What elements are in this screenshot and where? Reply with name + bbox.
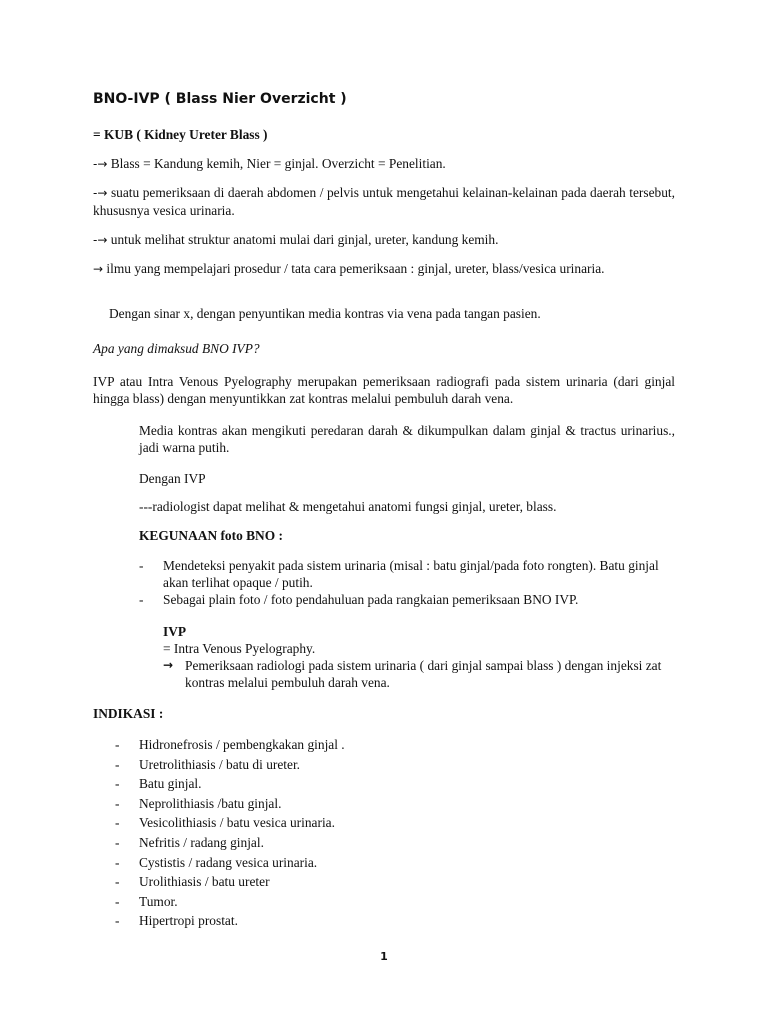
- list-item-text: Sebagai plain foto / foto pendahuluan pada rangkaian pemeriksaan BNO IVP.: [163, 592, 579, 607]
- arrow-icon: →: [93, 262, 104, 276]
- paragraph-struktur-text: untuk melihat struktur anatomi mulai dari ginjal, ureter, kandung kemih.: [110, 232, 499, 247]
- list-dash: -: [115, 776, 120, 792]
- kub-line: = KUB ( Kidney Ureter Blass ): [93, 127, 268, 142]
- question-heading: Apa yang dimaksud BNO IVP?: [93, 341, 260, 356]
- list-item: [115, 755, 675, 775]
- doc-title: BNO-IVP ( Blass Nier Overzicht ): [93, 91, 347, 107]
- paragraph-struktur: [93, 231, 675, 249]
- paragraph-suatu: [93, 184, 675, 219]
- kegunaan-list: [139, 557, 675, 608]
- paragraph-ivp-definition: IVP atau Intra Venous Pyelography merupakan pemeriksaan radiografi pada sistem urinaria (dari ginjal hingga blass) dengan menyuntikkan zat kontras melalui pembuluh darah vena.: [93, 374, 675, 406]
- list-item: [115, 833, 675, 853]
- kegunaan-heading: KEGUNAAN foto BNO :: [139, 528, 283, 543]
- indikasi-heading: INDIKASI :: [93, 706, 164, 721]
- paragraph-media-kontras: Media kontras akan mengikuti peredaran darah & dikumpulkan dalam ginjal & tractus urinarius., jadi warna putih.: [139, 423, 675, 455]
- list-item-text: Neprolithiasis /batu ginjal.: [139, 795, 282, 811]
- list-dash: -: [139, 558, 144, 573]
- list-dash: -: [139, 592, 144, 607]
- list-dash: -: [115, 815, 120, 831]
- list-item: [115, 794, 675, 814]
- list-item-text: Mendeteksi penyakit pada sistem urinaria (misal : batu ginjal/pada foto rongten). Batu ginjal akan terlihat opaque / putih.: [163, 558, 659, 590]
- list-dash: -: [115, 756, 120, 772]
- list-item-text: Uretrolithiasis / batu di ureter.: [139, 756, 301, 772]
- list-item: [115, 892, 675, 912]
- list-dash: -: [115, 913, 120, 929]
- list-item: [139, 591, 675, 608]
- list-item: [139, 557, 675, 591]
- paragraph-radiologist: ---radiologist dapat melihat & mengetahui anatomi fungsi ginjal, ureter, blass.: [139, 499, 557, 514]
- arrow-icon: -→: [93, 186, 108, 200]
- list-dash: -: [115, 737, 120, 752]
- paragraph-suatu-text: suatu pemeriksaan di daerah abdomen / pelvis untuk mengetahui kelainan-kelainan pada daerah tersebut, khususnya vesica urinaria.: [93, 185, 675, 218]
- ivp-arrow-text: Pemeriksaan radiologi pada sistem urinaria ( dari ginjal sampai blass ) dengan injeksi zat kontras melalui pembuluh darah vena.: [185, 658, 662, 690]
- list-item-text: Vesicolithiasis / batu vesica urinaria.: [139, 815, 335, 831]
- paragraph-ilmu-text: ilmu yang mempelajari prosedur / tata cara pemeriksaan : ginjal, ureter, blass/vesica urinaria.: [106, 261, 605, 276]
- list-item-text: Batu ginjal.: [139, 776, 202, 792]
- paragraph-blass: [93, 155, 675, 173]
- paragraph-sinar-x: Dengan sinar x, dengan penyuntikan media kontras via vena pada tangan pasien.: [109, 306, 541, 321]
- list-dash: -: [115, 834, 120, 850]
- page-number: 1: [380, 950, 388, 963]
- list-dash: -: [115, 854, 120, 870]
- ivp-subheading: = Intra Venous Pyelography.: [163, 641, 316, 656]
- list-item: [115, 872, 675, 892]
- list-item-text: Hipertropi prostat.: [139, 913, 238, 929]
- list-item: [115, 735, 675, 755]
- paragraph-blass-text: Blass = Kandung kemih, Nier = ginjal. Overzicht = Penelitian.: [110, 156, 446, 171]
- list-item-text: Hidronefrosis / pembengkakan ginjal .: [139, 737, 345, 752]
- list-item-text: Cystistis / radang vesica urinaria.: [139, 854, 318, 870]
- list-item: [115, 774, 675, 794]
- arrow-icon: -→: [93, 233, 108, 247]
- list-item: [115, 853, 675, 873]
- list-item: [115, 813, 675, 833]
- list-item-text: Nefritis / radang ginjal.: [139, 834, 264, 850]
- list-item: [115, 911, 675, 931]
- paragraph-ilmu: [93, 260, 675, 278]
- indikasi-list: [115, 735, 675, 931]
- list-dash: -: [115, 893, 120, 909]
- arrow-icon: →: [163, 658, 174, 672]
- ivp-arrow-paragraph: [163, 657, 675, 691]
- list-item-text: Tumor.: [139, 893, 178, 909]
- dengan-ivp: Dengan IVP: [139, 471, 206, 486]
- ivp-heading: IVP: [163, 624, 187, 639]
- arrow-icon: -→: [93, 157, 108, 171]
- list-item-text: Urolithiasis / batu ureter: [139, 874, 270, 890]
- list-dash: -: [115, 874, 120, 890]
- list-dash: -: [115, 795, 120, 811]
